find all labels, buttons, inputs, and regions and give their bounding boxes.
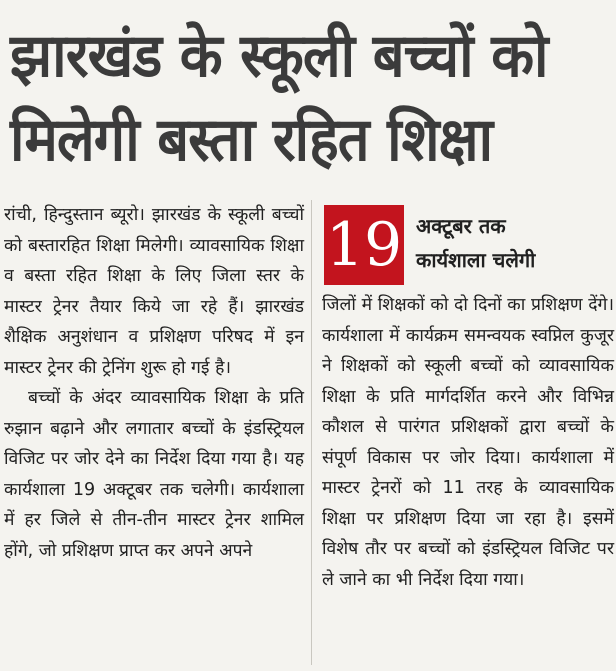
callout-text [416, 209, 616, 277]
article-column-right [322, 290, 614, 595]
callout-line-2: कार्यशाला चलेगी [416, 248, 536, 272]
callout-line-1: अक्टूबर तक [416, 214, 506, 238]
article-paragraph-1: रांची, हिन्दुस्तान ब्यूरो। झारखंड के स्कूली बच्चों को बस्तारहित शिक्षा मिलेगी। व्यावसायिक शिक्षा व बस्ता रहित शिक्षा के लिए जिला स्तर के मास्टर ट्रेनर तैयार किये जा रहे हैं। झारखंड शैक्षिक अनुशंधान व प्रशिक्षण परिषद में इन मास्टर ट्रेनर की ट्रेनिंग शुरू हो गई है। [4, 205, 304, 378]
headline-line-2: मिलेगी बस्ता रहित शिक्षा [10, 105, 493, 175]
headline [0, 0, 616, 195]
column-divider [311, 200, 312, 665]
headline-line-1: झारखंड के स्कूली बच्चों को [10, 21, 548, 91]
article-paragraph-3: जिलों में शिक्षकों को दो दिनों का प्रशिक्षण देंगे। कार्यशाला में कार्यक्रम समन्वयक स्वप्निल कुजूर ने शिक्षकों को स्कूली बच्चों को व्यावसायिक शिक्षा के प्रति मार्गदर्शित करने और विभिन्न कौशल से पारंगत प्रशिक्षकों द्वारा बच्चों के संपूर्ण विकास पर जोर दिया। कार्यशाला में मास्टर ट्रेनरों को 11 तरह के व्यावसायिक शिक्षा पर प्रशिक्षण दिया जा रहा है। इसमें विशेष तौर पर बच्चों को इंडस्ट्रियल विजिट पर ले जाने का भी निर्देश दिया गया। [322, 295, 614, 590]
callout-number-box: 19 [324, 205, 404, 285]
article-column-left [4, 200, 304, 566]
date-callout [324, 203, 614, 287]
article-paragraph-2: बच्चों के अंदर व्यावसायिक शिक्षा के प्रति रुझान बढ़ाने और लगातार बच्चों के इंडस्ट्रियल विजिट पर जोर देने का निर्देश दिया गया है। यह कार्यशाला 19 अक्टूबर तक चलेगी। कार्यशाला में हर जिले से तीन-तीन मास्टर ट्रेनर शामिल होंगे, जो प्रशिक्षण प्राप्त कर अपने अपने [4, 388, 304, 561]
